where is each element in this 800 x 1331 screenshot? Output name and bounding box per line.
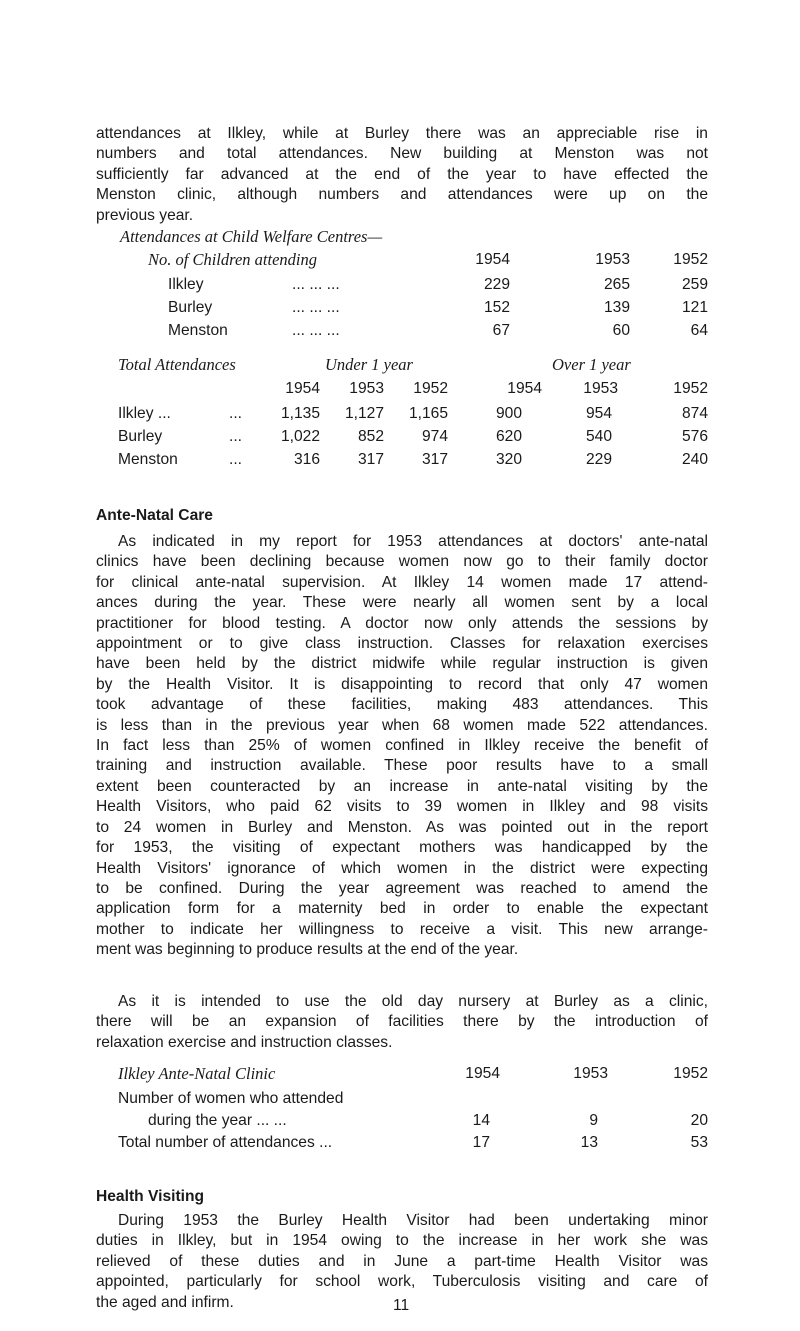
table-subtitle: No. of Children attending <box>148 250 317 269</box>
table-cell: 53 <box>690 1134 708 1151</box>
row-label: Burley <box>118 428 163 445</box>
leader-dots: ... ... ... <box>292 299 340 316</box>
table-cell: 60 <box>612 322 630 339</box>
text-line: clinics have been declining because women now go to their family doctor <box>96 553 708 571</box>
section-heading: Ante-Natal Care <box>96 507 213 524</box>
text-line: took advantage of these facilities, making 483 attendances. This <box>96 696 708 714</box>
table-cell: 900 <box>495 405 522 422</box>
table-cell: 229 <box>585 451 612 468</box>
row-label: during the year ... ... <box>148 1112 287 1129</box>
text-line: for clinical ante-natal supervision. At Ilkley 14 women made 17 attend- <box>96 573 708 591</box>
leader-dots: ... <box>229 428 242 445</box>
table-cell: 1,165 <box>408 405 448 422</box>
antenatal-paragraph-2 <box>96 992 708 1053</box>
row-label: Ilkley <box>168 276 204 293</box>
text-line: is less than in the previous year when 68 women made 522 attendances. <box>96 716 708 734</box>
table-cell: 139 <box>603 299 630 316</box>
year-header: 1954 <box>465 1065 500 1082</box>
table-cell: 229 <box>483 276 510 293</box>
leader-dots: ... <box>229 451 242 468</box>
text-line: ment was beginning to produce results at the end of the year. <box>96 941 519 959</box>
table-cell: 14 <box>472 1112 490 1129</box>
table-cell: 540 <box>585 428 612 445</box>
text-line: relaxation exercise and instruction classes. <box>96 1033 393 1051</box>
table-cell: 620 <box>495 428 522 445</box>
text-line: As indicated in my report for 1953 attendances at doctors' ante-natal <box>118 533 708 550</box>
table-cell: 954 <box>585 405 612 422</box>
table-cell: 20 <box>690 1112 708 1129</box>
table-cell: 121 <box>681 299 708 316</box>
year-header: 1954 <box>507 380 542 397</box>
row-label: Menston <box>168 322 228 339</box>
section-heading: Health Visiting <box>96 1188 205 1205</box>
text-line: have been held by the district midwife while regular instruction is given <box>96 655 708 673</box>
table-cell: 9 <box>589 1112 598 1129</box>
text-line: relieved of these duties and in June a part-time Health Visitor was <box>96 1252 708 1270</box>
row-label: Total number of attendances ... <box>118 1134 333 1151</box>
text-line: to 24 women in Burley and Menston. As was pointed out in the report <box>96 818 708 836</box>
text-line: During 1953 the Burley Health Visitor had been undertaking minor <box>118 1212 708 1229</box>
table-cell: 874 <box>681 405 708 422</box>
table-title: Total Attendances <box>118 355 236 374</box>
table-cell: 240 <box>681 451 708 468</box>
text-line: ances during the year. These were nearly all women sent by a local <box>96 594 708 612</box>
text-line: the aged and infirm. <box>96 1293 234 1311</box>
text-line: previous year. <box>96 206 194 224</box>
row-label: Ilkley ... <box>118 405 171 422</box>
leader-dots: ... ... ... <box>292 322 340 339</box>
text-line: for 1953, the visiting of expectant mothers was handicapped by the <box>96 839 708 857</box>
text-line: mother to indicate her willingness to receive a visit. This new arrange- <box>96 920 708 938</box>
table-cell: 64 <box>690 322 708 339</box>
year-header: 1953 <box>595 251 630 268</box>
text-line: practitioner for blood testing. A doctor now only attends the sessions by <box>96 614 708 632</box>
text-line: appointed, particularly for school work, Tuberculosis visiting and care of <box>96 1273 708 1291</box>
text-line: Health Visitors' ignorance of which women in the district were expecting <box>96 859 708 877</box>
text-line: sufficiently far advanced at the end of the year to have effected the <box>96 165 708 183</box>
year-header: 1954 <box>285 380 320 397</box>
table-cell: 67 <box>492 322 510 339</box>
text-line: attendances at Ilkley, while at Burley there was an appreciable rise in <box>96 125 708 142</box>
year-header: 1953 <box>573 1065 608 1082</box>
row-label: Number of women who attended <box>118 1090 344 1107</box>
text-line: application form for a maternity bed in order to enable the expectant <box>96 900 708 918</box>
text-line: numbers and total attendances. New building at Menston was not <box>96 145 708 163</box>
table-cell: 17 <box>472 1134 490 1151</box>
table-cell: 1,127 <box>344 405 384 422</box>
table-title: Ilkley Ante-Natal Clinic <box>118 1064 276 1083</box>
table-cell: 259 <box>681 276 708 293</box>
table-cell: 974 <box>421 428 448 445</box>
row-label: Menston <box>118 451 178 468</box>
table-cell: 316 <box>293 451 320 468</box>
table-cell: 852 <box>357 428 384 445</box>
leader-dots: ... <box>229 405 242 422</box>
text-line: there will be an expansion of facilities there by the introduction of <box>96 1013 708 1031</box>
table-cell: 1,022 <box>280 428 320 445</box>
table-cell: 317 <box>421 451 448 468</box>
year-header: 1952 <box>673 251 708 268</box>
table-cell: 317 <box>357 451 384 468</box>
text-line: duties in Ilkley, but in 1954 owing to the increase in her work she was <box>96 1232 708 1250</box>
row-label: Burley <box>168 299 213 316</box>
year-header: 1952 <box>413 380 448 397</box>
page-number: 11 <box>393 1297 410 1314</box>
table-cell: 320 <box>495 451 522 468</box>
antenatal-paragraph-1 <box>96 532 708 961</box>
text-line: As it is intended to use the old day nursery at Burley as a clinic, <box>118 993 708 1010</box>
year-header: 1953 <box>349 380 384 397</box>
text-line: appointment or to give class instruction. Classes for relaxation exercises <box>96 635 708 653</box>
text-line: training and instruction available. These poor results have to a small <box>96 757 708 775</box>
table-cell: 576 <box>681 428 708 445</box>
text-line: Menston clinic, although numbers and attendances were up on the <box>96 186 708 204</box>
text-line: In fact less than 25% of women confined in Ilkley receive the benefit of <box>96 737 708 755</box>
year-header: 1953 <box>583 380 618 397</box>
text-line: to be confined. During the year agreement was reached to amend the <box>96 879 708 897</box>
table-cell: 1,135 <box>280 405 320 422</box>
table-cell: 152 <box>483 299 510 316</box>
year-header: 1952 <box>673 1065 708 1082</box>
text-line: Health Visitors, who paid 62 visits to 39 women in Ilkley and 98 visits <box>96 798 708 816</box>
group-header-under: Under 1 year <box>325 355 413 374</box>
table-cell: 265 <box>603 276 630 293</box>
year-header: 1952 <box>673 380 708 397</box>
text-line: by the Health Visitor. It is disappointing to record that only 47 women <box>96 675 708 693</box>
year-header: 1954 <box>475 251 510 268</box>
table-cell: 13 <box>580 1134 598 1151</box>
table-title: Attendances at Child Welfare Centres— <box>120 227 383 246</box>
leader-dots: ... ... ... <box>292 276 340 293</box>
group-header-over: Over 1 year <box>552 355 631 374</box>
text-line: extent been counteracted by an increase in ante-natal visiting by the <box>96 777 708 795</box>
intro-paragraph <box>96 124 708 226</box>
